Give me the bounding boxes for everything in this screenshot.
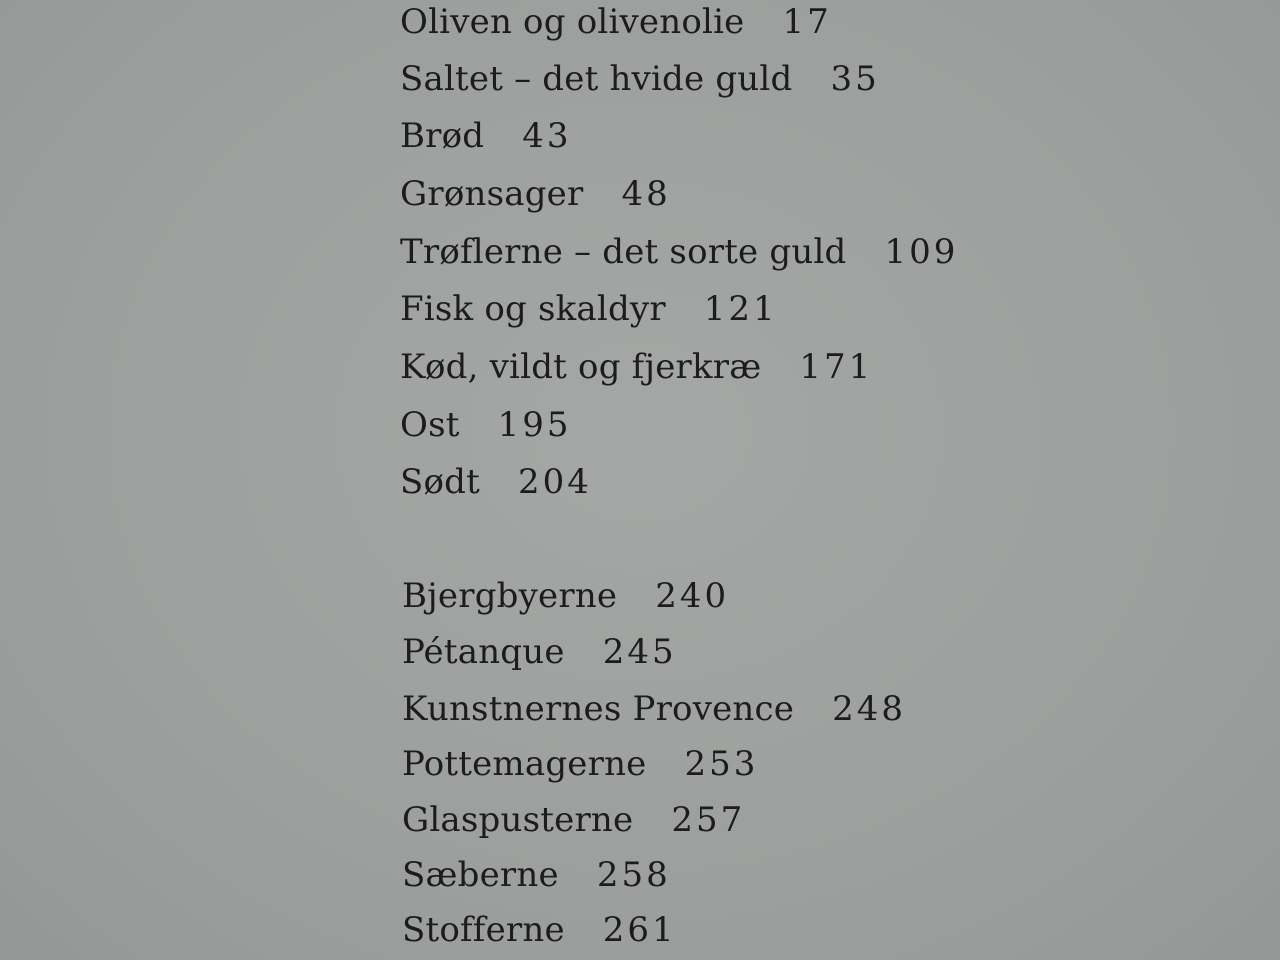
toc-entry-page: 121 <box>703 289 778 329</box>
toc-entry <box>400 289 778 329</box>
toc-entry-title: Glaspusterne <box>402 800 634 840</box>
toc-entry-title: Bjergbyerne <box>402 576 618 616</box>
toc-entry-title: Trøflerne – det sorte guld <box>400 232 847 272</box>
toc-entry-page: 248 <box>832 689 907 729</box>
toc-entry <box>400 59 880 99</box>
toc-entry-title: Pottemagerne <box>402 744 647 784</box>
toc-entry <box>402 910 677 950</box>
toc-entry-page: 204 <box>518 462 592 502</box>
toc-entry-title: Kunstnernes Provence <box>402 689 795 729</box>
toc-entry-title: Oliven og olivenolie <box>400 2 745 42</box>
toc-entry <box>402 632 677 672</box>
toc-entry-page: 35 <box>830 59 880 99</box>
toc-entry <box>400 116 572 156</box>
toc-entry <box>402 855 671 895</box>
toc-entry-page: 48 <box>621 174 671 214</box>
toc-entry-page: 258 <box>596 855 671 895</box>
toc-entry-page: 240 <box>655 576 730 616</box>
toc-entry-title: Sæberne <box>402 855 559 895</box>
toc-entry <box>402 576 729 616</box>
toc-entry <box>402 800 745 840</box>
toc-entry-page: 43 <box>522 116 572 156</box>
toc-entry-title: Brød <box>400 116 485 156</box>
toc-entry-page: 261 <box>602 910 677 950</box>
toc-entry <box>400 347 873 387</box>
toc-entry <box>402 689 906 729</box>
toc-entry-page: 253 <box>684 744 759 784</box>
toc-entry-title: Stofferne <box>402 910 565 950</box>
toc-entry-page: 109 <box>884 232 959 272</box>
toc-entry <box>400 232 958 272</box>
toc-entry-title: Kød, vildt og fjerkræ <box>400 347 762 387</box>
toc-entry <box>400 462 592 502</box>
toc-entry <box>400 174 671 214</box>
toc-entry-page: 171 <box>799 347 874 387</box>
toc-entry-title: Fisk og skaldyr <box>400 289 666 329</box>
toc-entry-page: 17 <box>782 2 832 42</box>
toc-entry-title: Grønsager <box>400 174 584 214</box>
toc-entry <box>402 744 758 784</box>
toc-entry <box>400 2 832 42</box>
toc-entry-page: 245 <box>602 632 677 672</box>
toc-entry-title: Saltet – det hvide guld <box>400 59 793 99</box>
toc-entry-page: 195 <box>497 405 572 445</box>
toc-entry-title: Ost <box>400 405 460 445</box>
toc-entry-title: Pétanque <box>402 632 565 672</box>
toc-entry-title: Sødt <box>400 462 480 502</box>
toc-entry-page: 257 <box>671 800 746 840</box>
toc-entry <box>400 405 572 445</box>
